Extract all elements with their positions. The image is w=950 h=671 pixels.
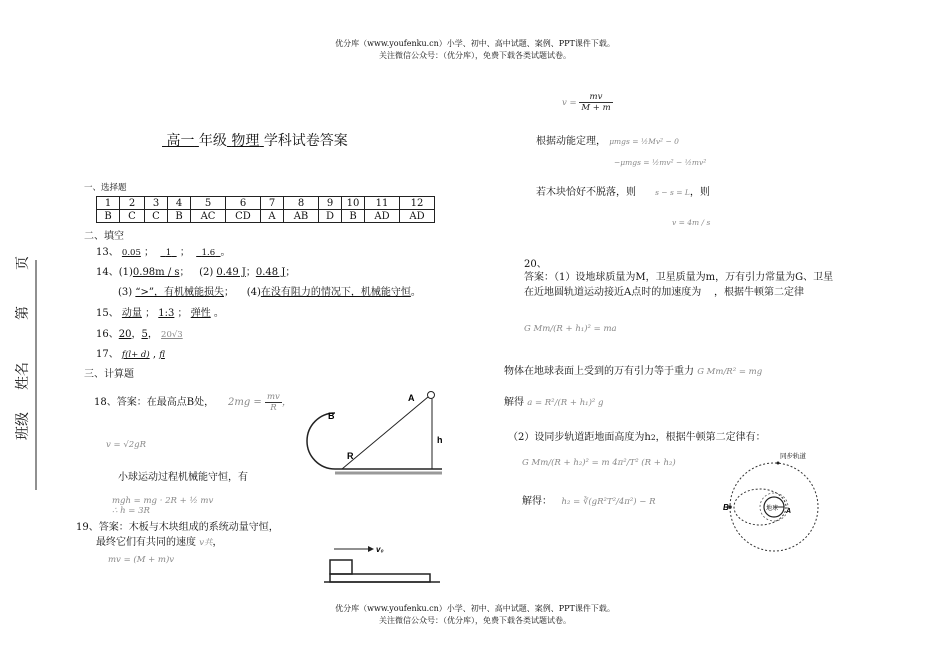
board-block-figure — [320, 542, 445, 592]
fig18-label-a: A — [408, 393, 415, 403]
table-answer-cell: AC — [191, 210, 226, 223]
table-answer-cell: B — [342, 210, 365, 223]
table-answer-cell: AD — [400, 210, 435, 223]
class-label: 班级 — [15, 412, 31, 440]
q19-eq-v: v = $\frac{mv}{M + m}$ — [562, 92, 611, 113]
fig18-label-r: R — [347, 451, 354, 461]
page-title: 高一 年级 物理 学科试卷答案 — [162, 130, 348, 150]
q14-part2: (3) “>”，有机械能损失； (4)在没有阻力的情况下，机械能守恒。 — [118, 287, 421, 298]
fig18-label-h: h — [437, 435, 443, 445]
table-answer-cell: C — [145, 210, 168, 223]
page-ye-label: 页 — [15, 256, 31, 270]
q20-eq4: G Mm/(R + h₂)² = m 4π²/T² (R + h₂) — [522, 458, 676, 468]
section3-heading: 三、计算题 — [84, 369, 134, 380]
section2-heading: 二、填空 — [84, 231, 124, 242]
q17: 17、 f(l+ d) , fl — [96, 349, 165, 360]
q19-eq-e2: −μmgs = ½mv² − ½mv² — [614, 158, 707, 167]
q19-energy-lead: 根据动能定理， μmgs = ½Mv² − 0 — [536, 136, 679, 147]
q20-num: 20、 — [524, 259, 547, 270]
table-header-cell: 8 — [284, 197, 319, 210]
q20-part2: （2）设同步轨道距地面高度为h2，根据牛顿第二定律有： — [508, 432, 766, 443]
q13: 13、 0.05 ； 1 ； 1.6 。 — [96, 247, 231, 258]
table-answer-cell: C — [120, 210, 145, 223]
table-answer-cell: A — [261, 210, 284, 223]
table-header-cell: 1 — [97, 197, 120, 210]
q19-line2: 最终它们有共同的速度 v共， — [96, 537, 223, 548]
q20-eq1: G Mm/(R + h₁)² = ma — [524, 324, 617, 334]
q18-lead: 18、答案：在最高点B处， — [94, 397, 215, 408]
header-line-1: 优分库（www.youfenku.cn）小学、初中、高中试题、案例、PPT课件下载。 — [335, 39, 615, 48]
q20-line3: 物体在地球表面上受到的万有引力等于重力 G Mm/R² = mg — [504, 366, 763, 377]
orbit-diagram — [722, 447, 832, 562]
q18-text2: 小球运动过程机械能守恒，有 — [118, 472, 248, 483]
fig20-label-orbit: 同步轨道 — [780, 452, 806, 460]
table-header-cell: 2 — [120, 197, 145, 210]
table-header-cell: 12 — [400, 197, 435, 210]
q19-result: v = 4m / s — [672, 218, 711, 227]
q20-solve1: 解得 a = R²/(R + h₁)² g — [504, 397, 604, 408]
fig18-label-b: B — [328, 411, 335, 421]
fig20-label-a: A — [786, 508, 792, 515]
q20-line1: 答案：（1）设地球质量为M，卫星质量为m，万有引力常量为G、卫星 — [524, 272, 834, 283]
q19-lead: 19、答案：木板与木块组成的系统动量守恒， — [76, 522, 279, 533]
q18-eq3: mgh = mg · 2R + ½ mv — [112, 496, 214, 506]
name-label: 姓名 — [15, 362, 31, 390]
q19-eq1: mv = (M + m)v — [108, 555, 175, 565]
q20-line2: 在近地圆轨道运动接近A点时的加速度为 ，根据牛顿第二定律 — [524, 287, 804, 298]
table-header-cell: 6 — [226, 197, 261, 210]
q19-cond: 若木块恰好不脱落，则 s − s = L，则 — [536, 187, 710, 198]
section1-heading: 一、选择题 — [84, 183, 127, 193]
header-line-2: 关注微信公众号：（优分库），免费下载各类试题试卷。 — [379, 51, 571, 60]
table-header-cell: 5 — [191, 197, 226, 210]
table-header-cell: 11 — [365, 197, 400, 210]
footer-line-1: 优分库（www.youfenku.cn）小学、初中、高中试题、案例、PPT课件下载。 — [335, 604, 615, 613]
table-answer-cell: AB — [284, 210, 319, 223]
q15: 15、 动量 ； 1:3 ； 弹性 。 — [96, 308, 224, 319]
table-header-cell: 4 — [168, 197, 191, 210]
page-di-label: 第 — [15, 306, 31, 320]
q16: 16、20，5， 20√3 — [96, 329, 183, 340]
table-answer-cell: CD — [226, 210, 261, 223]
fig20-label-b: B — [723, 503, 729, 512]
fig19-label-v0: v₀ — [376, 545, 384, 554]
answer-table — [96, 196, 435, 223]
table-answer-cell: D — [319, 210, 342, 223]
q18-eq1: 2mg = $\frac{mv}{R}$ ， — [228, 392, 292, 413]
table-header-cell: 10 — [342, 197, 365, 210]
table-header-cell: 9 — [319, 197, 342, 210]
table-answer-cell: AD — [365, 210, 400, 223]
student-info-sidebar — [6, 240, 66, 500]
q18-eq2: v = √2gR — [106, 440, 146, 450]
title-grade: 高一 — [166, 133, 195, 149]
table-header-cell: 7 — [261, 197, 284, 210]
loop-track-figure — [300, 385, 450, 480]
title-subject: 物理 — [231, 133, 260, 149]
answer-table-wrap — [96, 196, 435, 223]
q14: 14、(1)0.98m / s； (2) 0.49 J；0.48 J； — [96, 267, 296, 278]
table-answer-cell: B — [97, 210, 120, 223]
q18-eq4: ∴ h = 3R — [112, 506, 150, 516]
table-header-cell: 3 — [145, 197, 168, 210]
fig20-label-earth: 地球 — [766, 505, 779, 512]
table-answer-cell: B — [168, 210, 191, 223]
q20-solve2: 解得： h₂ = ∛(gR²T²/4π²) − R — [522, 496, 656, 507]
footer-line-2: 关注微信公众号：（优分库），免费下载各类试题试卷。 — [379, 616, 571, 625]
